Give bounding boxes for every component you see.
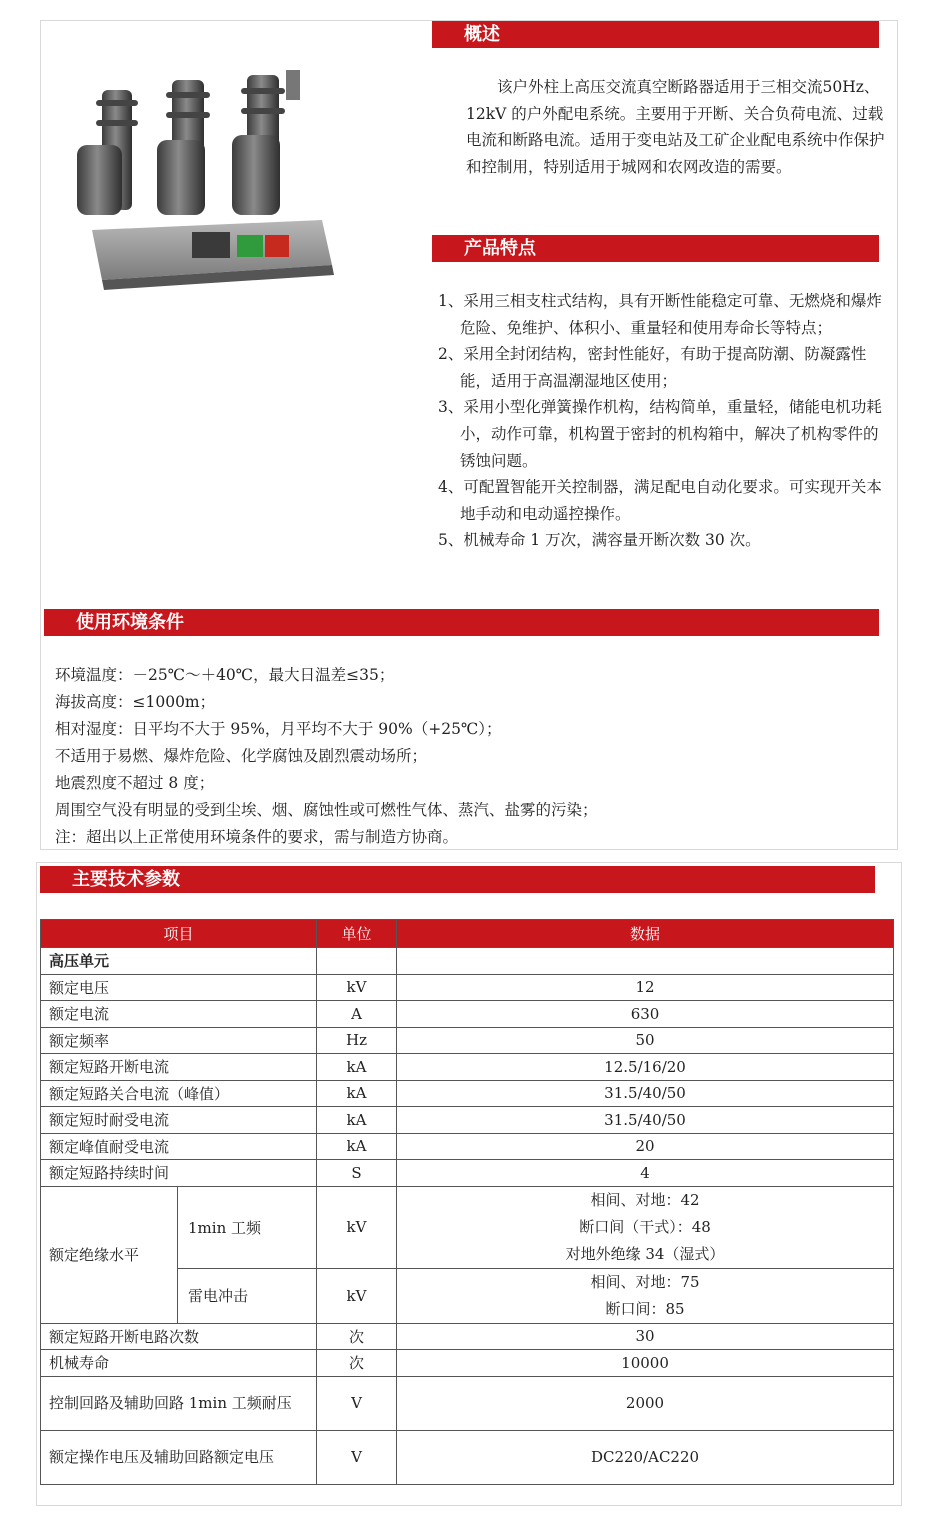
row-unit: kA [317,1133,397,1160]
env-line: 注：超出以上正常使用环境条件的要求，需与制造方协商。 [55,828,459,846]
spec-table [40,919,894,1485]
table-row [41,1186,894,1268]
row-unit: kA [317,1080,397,1107]
row-item: 额定短路开断电流 [41,1054,317,1081]
row-unit: kA [317,1107,397,1134]
insulation-label: 额定绝缘水平 [41,1186,178,1323]
table-row [41,1001,894,1028]
row-item: 额定短路关合电流（峰值） [41,1080,317,1107]
row-item: 额定操作电压及辅助回路额定电压 [41,1430,317,1484]
specs-title: 主要技术参数 [40,866,875,893]
table-row [41,1133,894,1160]
row-unit: S [317,1160,397,1187]
env-line: 环境温度：－25℃～＋40℃，最大日温差≤35； [55,666,395,684]
row-item: 额定电压 [41,974,317,1001]
features-list [438,288,890,554]
row-item: 额定电流 [41,1001,317,1028]
row-value: DC220/AC220 [397,1430,894,1484]
features-title: 产品特点 [432,235,879,262]
table-row [41,1376,894,1430]
product-photo [52,60,342,310]
row-value: 630 [397,1001,894,1028]
row-value: 50 [397,1027,894,1054]
row-item: 额定短时耐受电流 [41,1107,317,1134]
feature-item: 5、机械寿命 1 万次，满容量开断次数 30 次。 [438,531,761,550]
table-row [41,1350,894,1377]
row-value: 30 [397,1323,894,1350]
row-value: 2000 [397,1376,894,1430]
row-unit: 次 [317,1350,397,1377]
row-value [397,1268,894,1323]
feature-item: 4、可配置智能开关控制器，满足配电自动化要求。可实现开关本地手动和电动遥控操作。 [438,478,882,523]
row-unit: V [317,1376,397,1430]
row-unit: A [317,1001,397,1028]
row-unit: kV [317,1186,397,1268]
row-item: 额定频率 [41,1027,317,1054]
env-line: 地震烈度不超过 8 度； [55,774,215,792]
table-row [41,1080,894,1107]
env-line: 不适用于易燃、爆炸危险、化学腐蚀及剧烈震动场所； [55,747,428,765]
insulation-sub: 1min 工频 [178,1186,317,1268]
env-line: 周围空气没有明显的受到尘埃、烟、腐蚀性或可燃性气体、蒸汽、盐雾的污染； [55,801,598,819]
row-value [397,1186,894,1268]
header-data: 数据 [397,920,894,948]
row-value: 20 [397,1133,894,1160]
table-row [41,948,894,975]
table-row [41,1323,894,1350]
row-value: 4 [397,1160,894,1187]
table-row [41,1054,894,1081]
row-item: 控制回路及辅助回路 1min 工频耐压 [41,1376,317,1430]
row-item: 机械寿命 [41,1350,317,1377]
row-unit: kA [317,1054,397,1081]
insulation-sub: 雷电冲击 [178,1268,317,1323]
overview-text: 该户外柱上高压交流真空断路器适用于三相交流50Hz、12kV 的户外配电系统。主要用于开断、关合负荷电流、过载电流和断路电流。适用于变电站及工矿企业配电系统中作保护和控制用，特别适用于城网和农网改造的需要。 [466,78,885,176]
feature-item: 1、采用三相支柱式结构，具有开断性能稳定可靠、无燃烧和爆炸危险、免维护、体积小、重量轻和使用寿命长等特点； [438,292,882,337]
table-header-row [41,920,894,948]
row-unit: 次 [317,1323,397,1350]
row-value: 12 [397,974,894,1001]
env-line: 海拔高度：≤1000m； [55,693,216,711]
row-item: 额定峰值耐受电流 [41,1133,317,1160]
table-row [41,1430,894,1484]
row-item: 额定短路持续时间 [41,1160,317,1187]
environment-list [55,662,598,851]
feature-item: 2、采用全封闭结构，密封性能好，有助于提高防潮、防凝露性能，适用于高温潮湿地区使用； [438,345,867,390]
header-item: 项目 [41,920,317,948]
header-unit: 单位 [317,920,397,948]
table-row [41,1160,894,1187]
overview-title: 概述 [432,21,879,48]
row-item: 额定短路开断电路次数 [41,1323,317,1350]
feature-item: 3、采用小型化弹簧操作机构，结构简单，重量轻，储能电机功耗小，动作可靠，机构置于密封的机构箱中，解决了机构零件的锈蚀问题。 [438,398,882,470]
table-row [41,1027,894,1054]
value-line: 对地外绝缘 34（湿式） [565,1244,725,1263]
table-row [41,1107,894,1134]
value-line: 相间、对地：75 [590,1272,700,1291]
value-line: 相间、对地：42 [590,1190,700,1209]
env-line: 相对湿度：日平均不大于 95%，月平均不大于 90%（+25℃）； [55,720,502,738]
environment-title: 使用环境条件 [44,609,879,636]
row-unit: kV [317,1268,397,1323]
row-unit: Hz [317,1027,397,1054]
value-line: 断口间（干式）：48 [579,1217,711,1236]
value-line: 断口间：85 [605,1299,685,1318]
table-row [41,974,894,1001]
group-label: 高压单元 [41,948,317,975]
row-value: 12.5/16/20 [397,1054,894,1081]
row-unit: V [317,1430,397,1484]
row-value: 31.5/40/50 [397,1080,894,1107]
row-unit: kV [317,974,397,1001]
row-value: 31.5/40/50 [397,1107,894,1134]
row-value: 10000 [397,1350,894,1377]
